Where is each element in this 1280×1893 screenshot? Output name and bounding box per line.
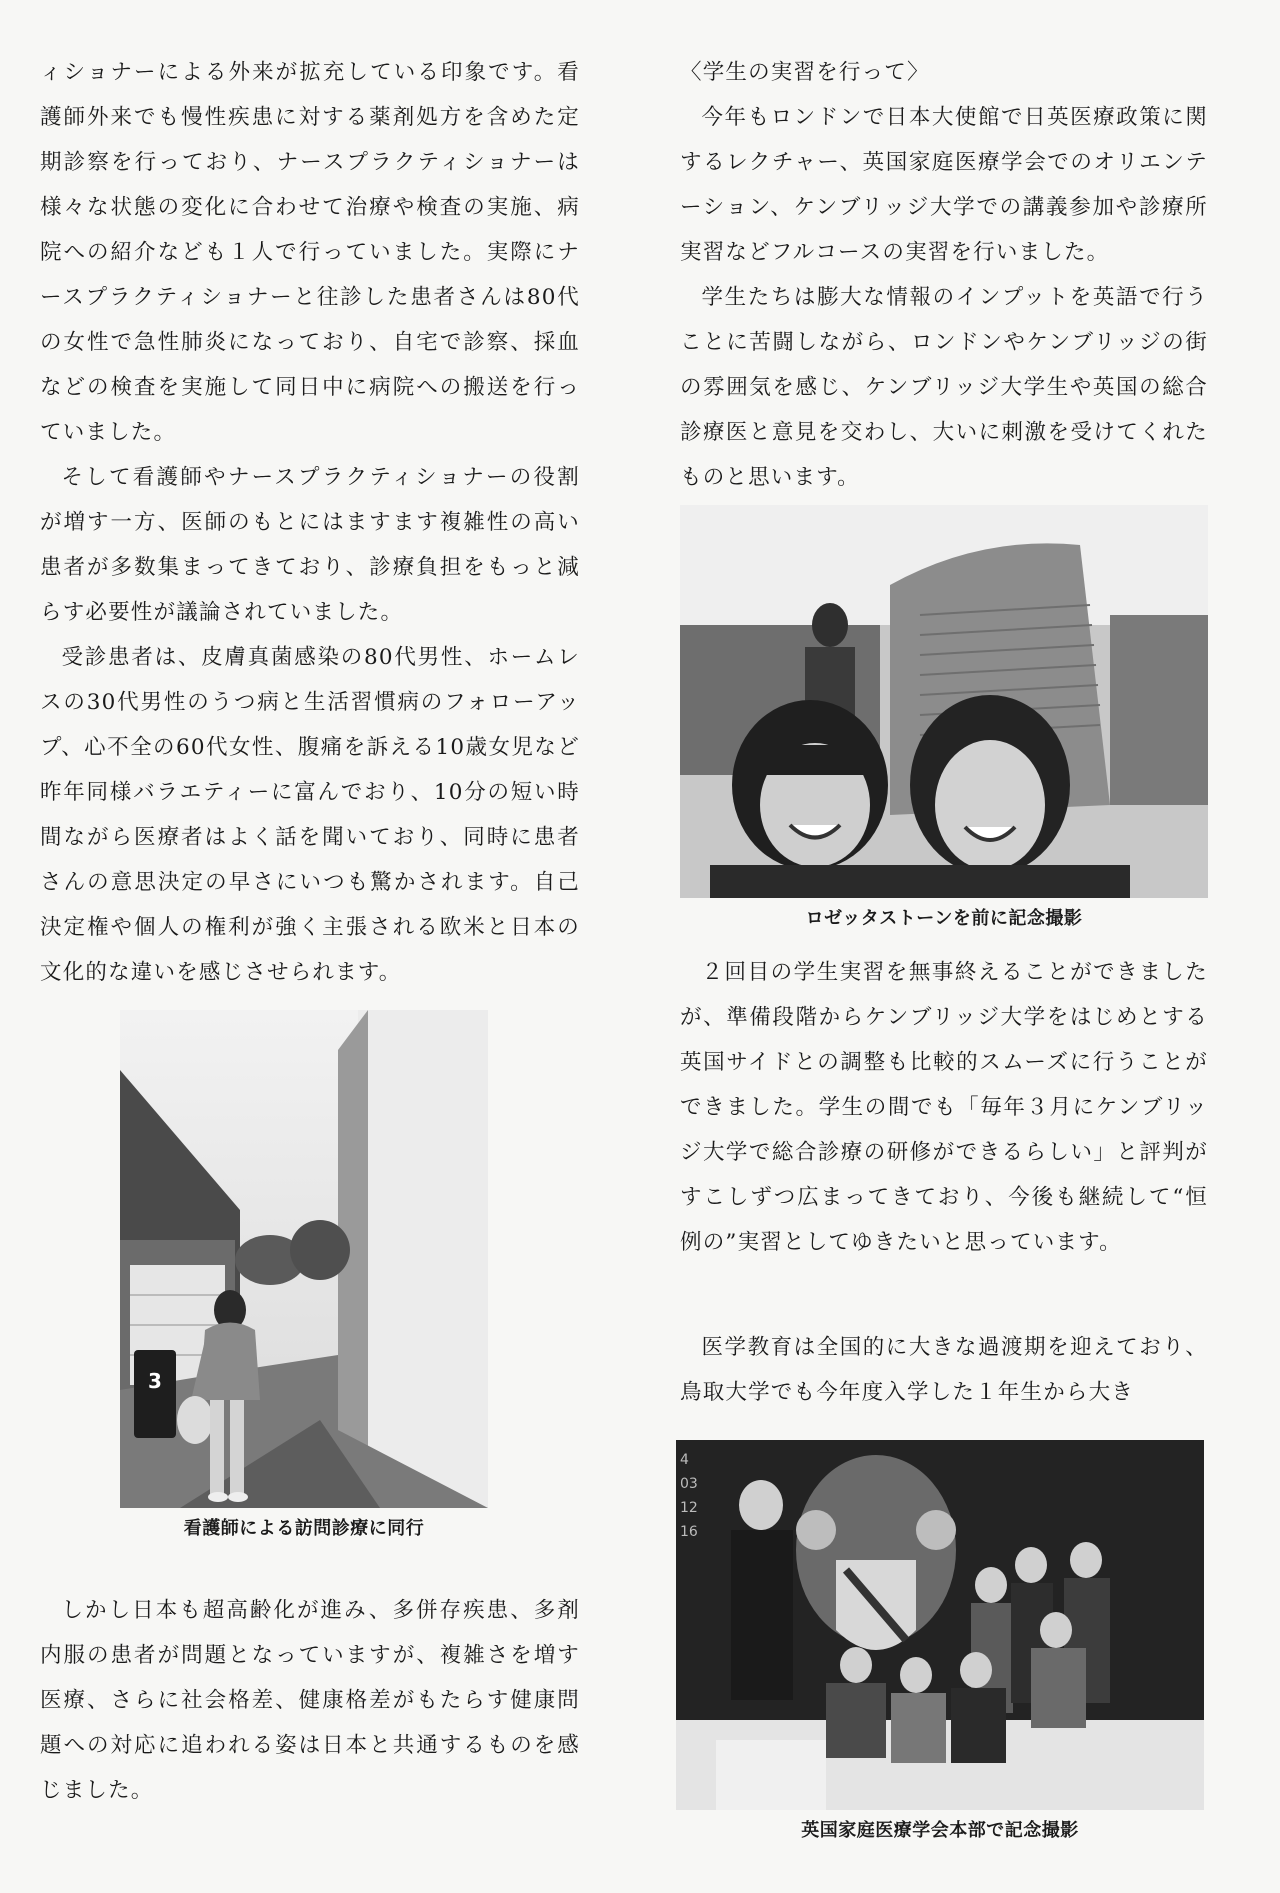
home-visit-caption: 看護師による訪問診療に同行: [183, 1518, 425, 1539]
right-column-middle: [680, 950, 1208, 1265]
right-paragraph-1: 今年もロンドンで日本大使館で日英医療政策に関するレクチャー、英国家庭医療学会でのオリエンテーション、ケンブリッジ大学での講義参加や診療所実習などフルコースの実習を行いました。: [680, 105, 1208, 265]
rcgp-illustration: [676, 1440, 1204, 1810]
rosetta-illustration: [680, 505, 1208, 898]
right-column-lower: [680, 1325, 1208, 1415]
board-number-2: 03: [680, 1476, 698, 1492]
right-paragraph-4: 医学教育は全国的に大きな過渡期を迎えており、鳥取大学でも今年度入学した１年生から大き: [680, 1335, 1208, 1405]
left-paragraph-3: 受診患者は、皮膚真菌感染の80代男性、ホームレスの30代男性のうつ病と生活習慣病のフォローアップ、心不全の60代女性、腹痛を訴える10歳女児など昨年同様バラエティーに富んでおり、10分の短い時間ながら医療者はよく話を聞いており、同時に患者さんの意思決定の早さにいつも驚かされます。自己決定権や個人の権利が強く主張される欧米と日本の文化的な違いを感じさせられます。: [40, 645, 580, 985]
left-paragraph-2: そして看護師やナースプラクティショナーの役割が増す一方、医師のもとにはますます複雑性の高い患者が多数集まってきており、診療負担をもっと減らす必要性が議論されていました。: [40, 465, 580, 625]
left-column: [40, 50, 580, 995]
rcgp-figure: [676, 1440, 1204, 1842]
board-number-1: 4: [680, 1452, 689, 1468]
rosetta-photo: [680, 505, 1208, 898]
home-visit-illustration: [120, 1010, 488, 1508]
left-paragraph-1: ィショナーによる外来が拡充している印象です。看護師外来でも慢性疾患に対する薬剤処方を含めた定期診察を行っており、ナースプラクティショナーは様々な状態の変化に合わせて治療や検査の実施、病院への紹介なども１人で行っていました。実際にナースプラクティショナーと往診した患者さんは80代の女性で急性肺炎になっており、自宅で診察、採血などの検査を実施して同日中に病院への搬送を行っていました。: [40, 60, 580, 445]
left-paragraph-4: しかし日本も超高齢化が進み、多併存疾患、多剤内服の患者が問題となっていますが、複雑さを増す医療、さらに社会格差、健康格差がもたらす健康問題への対応に追われる姿は日本と共通するものを感じました。: [40, 1598, 580, 1803]
section-heading: 〈学生の実習を行って〉: [680, 60, 930, 85]
board-number-4: 16: [680, 1524, 698, 1540]
rosetta-caption: ロゼッタストーンを前に記念撮影: [805, 908, 1083, 929]
board-number-3: 12: [680, 1500, 698, 1516]
right-paragraph-3: ２回目の学生実習を無事終えることができましたが、準備段階からケンブリッジ大学をはじめとする英国サイドとの調整も比較的スムーズに行うことができました。学生の間でも「毎年３月にケンブリッジ大学で総合診療の研修ができるらしい」と評判がすこしずつ広まってきており、今後も継続して“恒例の”実習としてゆきたいと思っています。: [680, 960, 1208, 1255]
right-paragraph-2: 学生たちは膨大な情報のインプットを英語で行うことに苦闘しながら、ロンドンやケンブリッジの街の雰囲気を感じ、ケンブリッジ大学生や英国の総合診療医と意見を交わし、大いに刺激を受けてくれたものと思います。: [680, 285, 1208, 490]
right-column-top: [680, 50, 1208, 500]
home-visit-photo: [120, 1010, 488, 1508]
rcgp-caption: 英国家庭医療学会本部で記念撮影: [801, 1820, 1079, 1841]
home-visit-figure: [120, 1010, 488, 1540]
rosetta-figure: [680, 505, 1208, 930]
rcgp-photo: [676, 1440, 1204, 1810]
bin-number: 3: [148, 1369, 162, 1393]
left-column-bottom: [40, 1588, 580, 1813]
